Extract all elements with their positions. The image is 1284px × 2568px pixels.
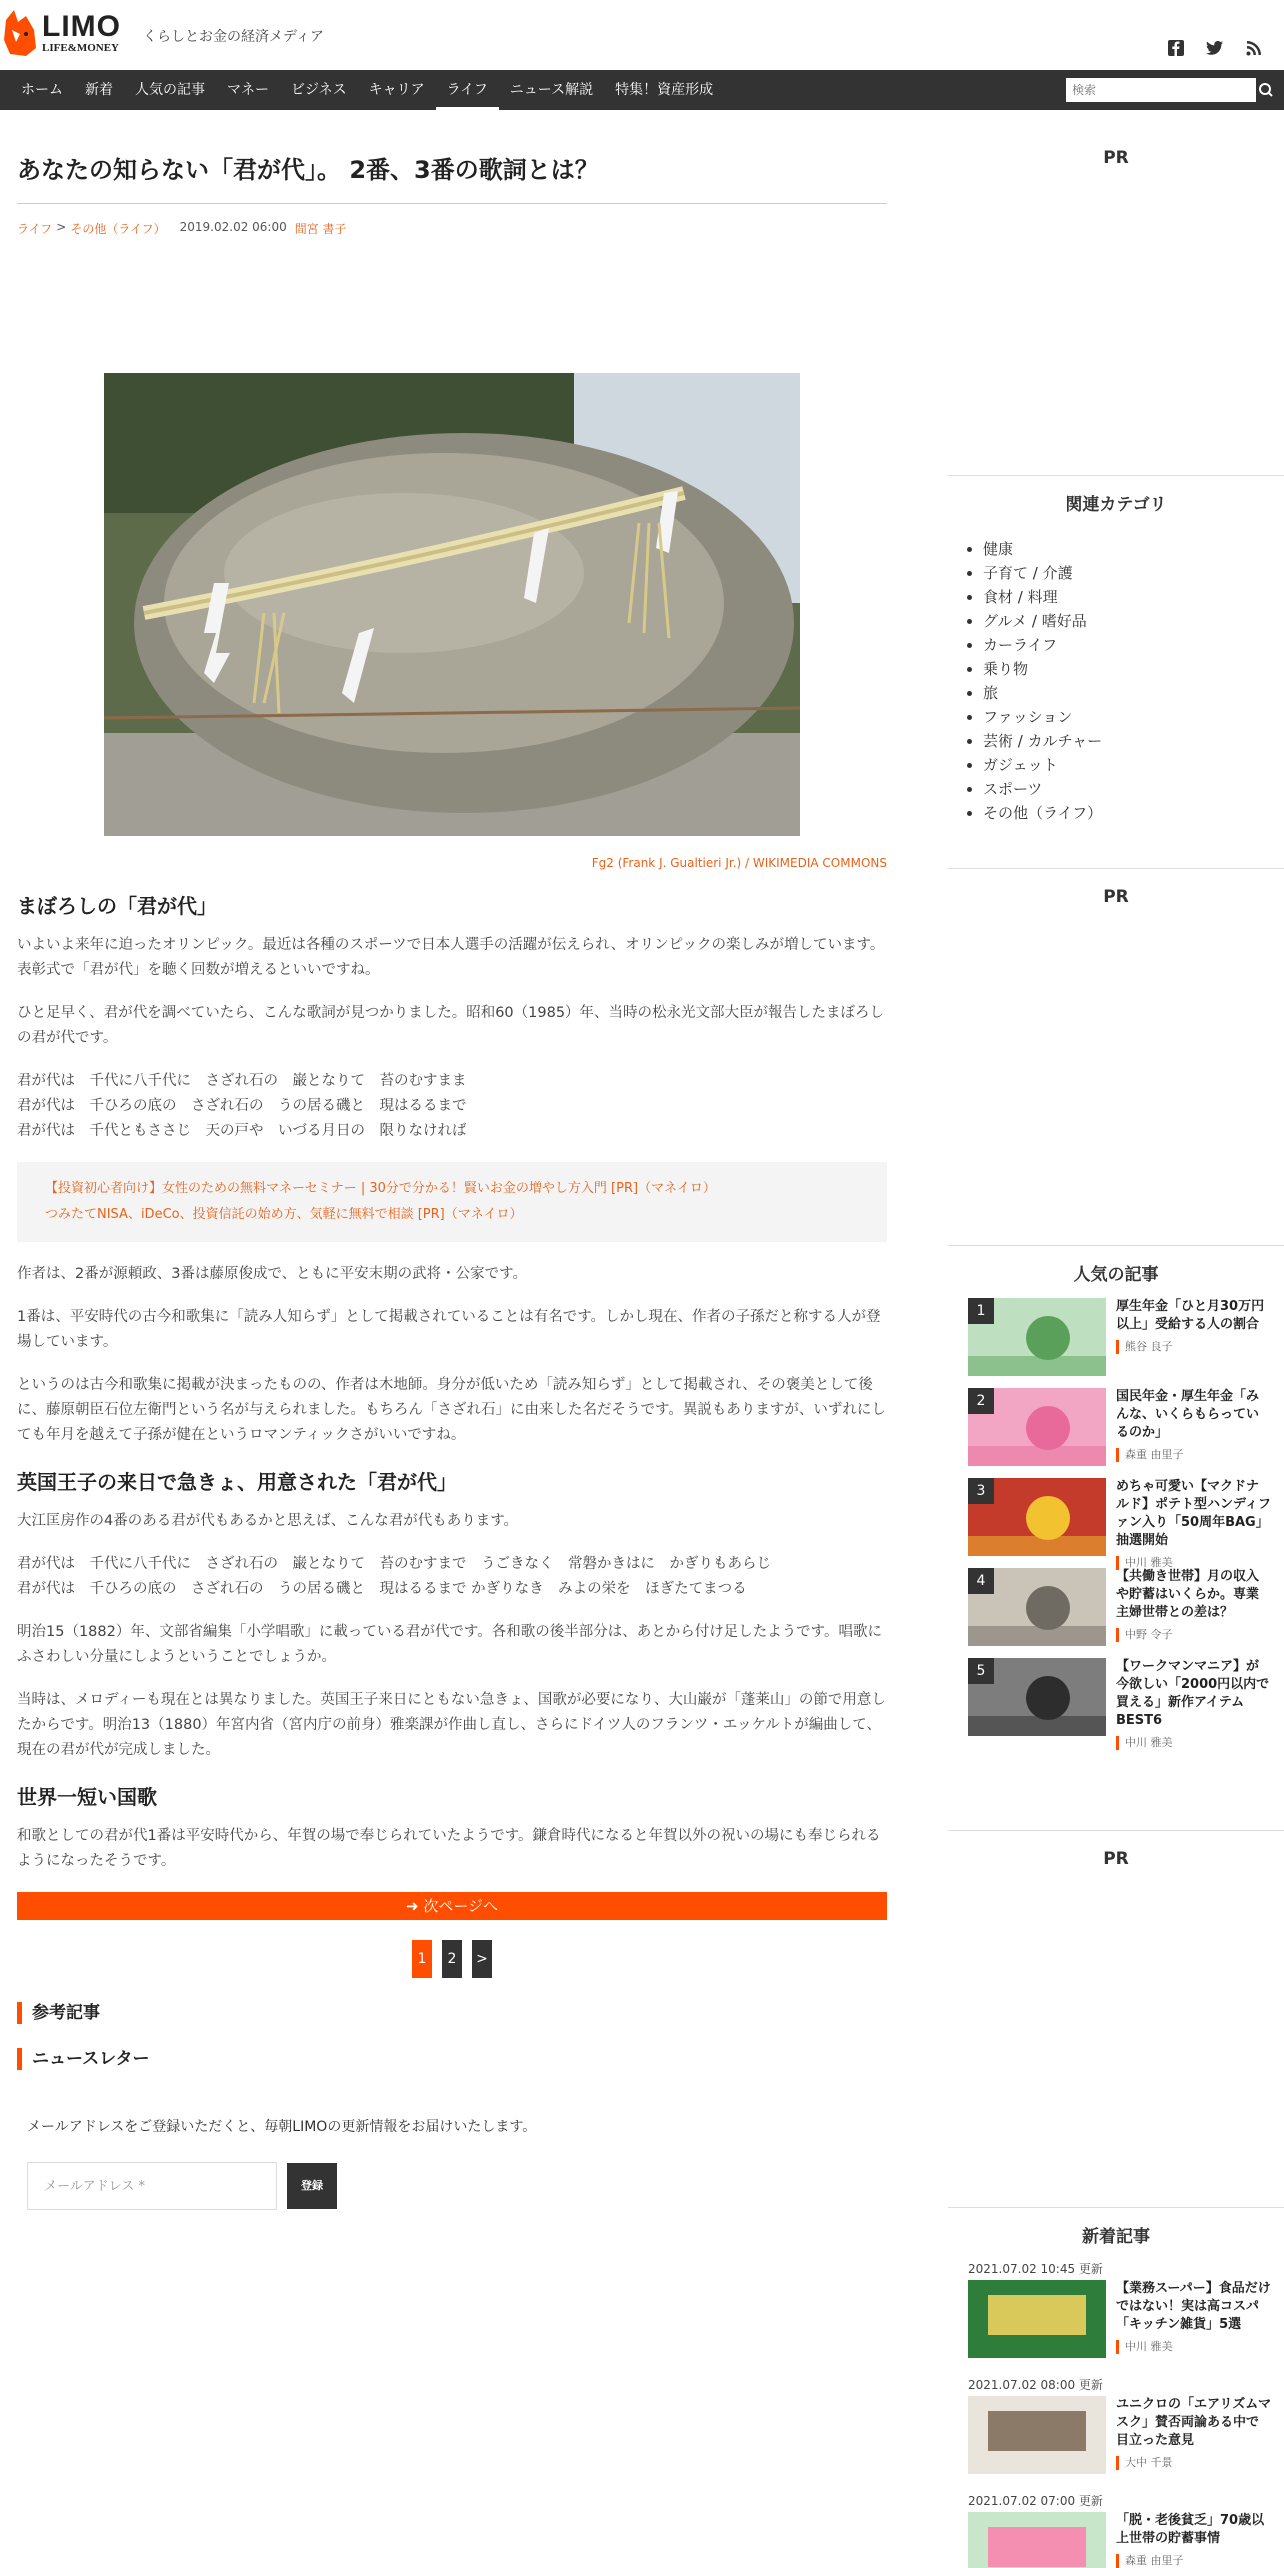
article-title-link[interactable]: 厚生年金「ひと月30万円以上」受給する人の割合	[1116, 1299, 1265, 1332]
category-item[interactable]: • 芸術 / カルチャー	[983, 729, 1284, 753]
paragraph: 和歌としての君が代1番は平安時代から、年賀の場で奉じられていたようです。鎌倉時代になると年賀以外の祝いの場にも奉じられるようになったそうです。	[17, 1828, 881, 1869]
breadcrumb-life[interactable]: ライフ	[17, 222, 53, 236]
next-page-button[interactable]	[17, 1892, 887, 1920]
pagination	[17, 1940, 887, 1978]
article-body	[17, 890, 887, 2210]
paragraph: ひと足早く、君が代を調べていたら、こんな歌詞が見つかりました。昭和60（1985）年、当時の松永光文部大臣が報告したまぼろしの君が代です。	[17, 1005, 885, 1046]
new-article[interactable]	[968, 2280, 1271, 2360]
related-articles-heading: 参考記事	[17, 2002, 887, 2024]
article-title-link[interactable]: 【業務スーパー】食品だけではない！実は高コスパ「キッチン雑貨」5選	[1116, 2281, 1271, 2332]
lyrics-block	[17, 1552, 887, 1602]
related-categories-box	[948, 475, 1284, 825]
publish-date: 2019.02.02 06:00	[179, 220, 287, 234]
page-2-button[interactable]: 2	[442, 1940, 462, 1978]
article-thumbnail[interactable]	[968, 2512, 1106, 2568]
nav-items	[10, 70, 724, 110]
pr-box-3	[948, 1830, 1284, 1869]
site-header	[0, 0, 1284, 70]
breadcrumb-separator: >	[56, 220, 67, 234]
article-title-link[interactable]: 「脱・老後貧乏」70歳以上世帯の貯蓄事情	[1116, 2513, 1265, 2546]
next-page-label: 次ページへ	[423, 1897, 499, 1915]
category-item[interactable]: • 乗り物	[983, 657, 1284, 681]
nav-item[interactable]: マネー	[227, 82, 269, 98]
article-author: 中川 雅美	[1116, 1736, 1173, 1750]
lyrics-line: 君が代は 千代に八千代に さざれ石の 巌となりて 苔のむすまま	[17, 1073, 467, 1089]
new-articles-box	[948, 2207, 1284, 2567]
sidebar-pr-label: PR	[1103, 887, 1129, 907]
new-article[interactable]	[968, 2512, 1268, 2568]
logo-subtitle: LIFE&MONEY	[42, 42, 119, 54]
article-thumbnail[interactable]	[968, 2280, 1106, 2358]
category-item[interactable]: • その他（ライフ）	[983, 801, 1284, 825]
article-thumbnail[interactable]	[968, 2396, 1106, 2474]
article-author: 中川 雅美	[1116, 1556, 1173, 1570]
nav-item[interactable]: 新着	[85, 82, 113, 98]
category-item[interactable]: • スポーツ	[983, 777, 1284, 801]
new-articles-title: 新着記事	[1082, 2227, 1150, 2247]
article-author: 熊谷 良子	[1116, 1340, 1173, 1354]
popular-article[interactable]	[968, 1388, 1268, 1468]
page-1-button[interactable]: 1	[412, 1940, 432, 1978]
popular-article[interactable]	[968, 1478, 1271, 1569]
sidebar-pr-label: PR	[1103, 1849, 1129, 1869]
article-meta	[17, 220, 887, 237]
article-author: 森重 由里子	[1116, 1448, 1184, 1462]
article-author: 中川 雅美	[1116, 2340, 1173, 2354]
rss-icon[interactable]	[1246, 40, 1262, 56]
newsletter-submit-button[interactable]: 登録	[287, 2163, 337, 2209]
paragraph: 大江匡房作の4番のある君が代もあるかと思えば、こんな君が代もあります。	[17, 1513, 519, 1529]
pr-link[interactable]: 【投資初心者向け】女性のための無料マネーセミナー | 30分で分かる！賢いお金の増やし方入門 [PR]（マネイロ）	[45, 1181, 716, 1196]
newsletter-description: メールアドレスをご登録いただくと、毎朝LIMOの更新情報をお届けいたします。	[27, 2119, 537, 2135]
page-next-button[interactable]: >	[472, 1940, 492, 1978]
category-item[interactable]: • グルメ / 嗜好品	[983, 609, 1284, 633]
article-date: 2021.07.02 10:45 更新	[968, 2262, 1103, 2276]
paragraph: 明治15（1882）年、文部省編集「小学唱歌」に載っている君が代です。各和歌の後半部分は、あとから付け足したようです。唱歌にふさわしい分量にしようということでしょうか。	[17, 1624, 883, 1665]
lyrics-line: 君が代は 千代ともささじ 天の戸や いづる月日の 限りなければ	[17, 1123, 467, 1139]
main-nav	[0, 70, 1284, 110]
nav-item[interactable]: キャリア	[368, 82, 425, 98]
article-title-link[interactable]: ユニクロの「エアリズムマスク」賛否両論ある中で目立った意見	[1116, 2397, 1271, 2448]
newsletter-heading: ニュースレター	[17, 2048, 887, 2070]
lyrics-line: 君が代は 千ひろの底の さざれ石の うの居る磯と 現はるるまで かぎりなき みよの栄を ほぎたてまつる	[17, 1581, 747, 1597]
categories-title: 関連カテゴリ	[1065, 495, 1167, 515]
nav-item[interactable]: ビジネス	[291, 82, 347, 98]
article-main	[17, 110, 887, 2194]
nav-item[interactable]: 人気の記事	[135, 82, 205, 98]
category-item[interactable]: • ファッション	[983, 705, 1284, 729]
category-item[interactable]: • 子育て / 介護	[983, 561, 1284, 585]
paragraph: 当時は、メロディーも現在とは異なりました。英国王子来日にともない急きょ、国歌が必要になり、大山巌が「蓬莱山」の節で用意したからです。明治13（1880）年宮内省（宮内庁の前身）雅楽課が作曲し直し、さらにドイツ人のフランツ・エッケルトが編曲して、現在の君が代が完成しました。	[17, 1692, 886, 1758]
nav-item[interactable]: ニュース解説	[509, 82, 594, 98]
article-title-link[interactable]: めちゃ可愛い【マクドナルド】ポテト型ハンディファン入り「50周年BAG」抽選開始	[1116, 1479, 1271, 1548]
popular-article[interactable]	[968, 1658, 1270, 1749]
arrow-circle-right-icon: ➜	[405, 1897, 424, 1915]
twitter-icon[interactable]	[1206, 40, 1224, 56]
category-item[interactable]: • 食材 / 料理	[983, 585, 1284, 609]
fox-logo-icon	[4, 8, 38, 58]
paragraph: いよいよ来年に迫ったオリンピック。最近は各種のスポーツで日本人選手の活躍が伝えられ、オリンピックの楽しみが増しています。表彰式で「君が代」を聴く回数が増えるといいですね。	[17, 937, 885, 978]
hero-image	[104, 373, 800, 836]
category-item[interactable]: • カーライフ	[983, 633, 1284, 657]
rank-number: 3	[968, 1478, 994, 1504]
article-title-link[interactable]: 国民年金・厚生年金「みんな、いくらもらっているのか」	[1116, 1389, 1260, 1440]
lyrics-line: 君が代は 千代に八千代に さざれ石の 巌となりて 苔のむすまで うごきなく 常磐かきはに かぎりもあらじ	[17, 1556, 771, 1572]
pr-link[interactable]: つみたてNISA、iDeCo、投資信託の始め方、気軽に無料で相談 [PR]（マネイロ）	[45, 1207, 523, 1222]
article-title-link[interactable]: 【共働き世帯】月の収入や貯蓄はいくらか。専業主婦世帯との差は？	[1116, 1569, 1260, 1620]
rank-number: 2	[968, 1388, 994, 1414]
article-author: 大中 千景	[1116, 2456, 1173, 2470]
site-logo[interactable]	[4, 8, 121, 58]
image-caption[interactable]: Fg2 (Frank J. Gualtieri Jr.) / WIKIMEDIA COMMONS	[591, 856, 887, 870]
article-author: 森重 由里子	[1116, 2554, 1184, 2568]
logo-wordmark: LIMO	[42, 10, 121, 43]
popular-articles-box	[948, 1245, 1284, 1749]
category-item[interactable]: • 旅	[983, 681, 1284, 705]
category-item[interactable]: • ガジェット	[983, 753, 1284, 777]
lyrics-line: 君が代は 千ひろの底の さざれ石の うの居る磯と 現はるるまで	[17, 1098, 467, 1114]
popular-article[interactable]	[968, 1568, 1268, 1648]
section-heading: 英国王子の来日で急きょ、用意された「君が代」	[17, 1470, 457, 1494]
article-date: 2021.07.02 07:00 更新	[968, 2494, 1103, 2508]
breadcrumb-other[interactable]: その他（ライフ）	[70, 222, 166, 236]
nav-item[interactable]: ライフ	[436, 70, 499, 110]
author-link[interactable]: 間宮 書子	[294, 222, 347, 236]
paragraph: 1番は、平安時代の古今和歌集に「読み人知らず」として掲載されていることは有名です。しかし現在、作者の子孫だと称する人が登場しています。	[17, 1309, 881, 1350]
pr-box-2	[948, 868, 1284, 907]
newsletter-form	[27, 2162, 887, 2210]
new-article[interactable]	[968, 2396, 1271, 2476]
site-tagline: くらしとお金の経済メディア	[143, 29, 324, 45]
article-author: 中野 令子	[1116, 1628, 1173, 1642]
lyrics-block	[17, 1069, 887, 1144]
social-links	[1168, 40, 1262, 56]
article-date: 2021.07.02 08:00 更新	[968, 2378, 1103, 2392]
article-title: あなたの知らない「君が代」。 2番、3番の歌詞とは？	[17, 150, 887, 204]
article-title-link[interactable]: 【ワークマンマニア】が今欲しい「2000円以内で買える」新作アイテムBEST6	[1116, 1659, 1270, 1728]
popular-title: 人気の記事	[1073, 1265, 1159, 1285]
category-item[interactable]: • 健康	[983, 537, 1284, 561]
section-heading: まぼろしの「君が代」	[17, 894, 217, 918]
pr-links-box	[17, 1162, 887, 1242]
nav-item[interactable]: ホーム	[21, 82, 63, 98]
section-heading: 世界一短い国歌	[17, 1785, 157, 1809]
newsletter-email-input[interactable]: メールアドレス *	[27, 2162, 277, 2210]
search-icon[interactable]	[1258, 78, 1278, 102]
category-list	[983, 537, 1284, 825]
rank-number: 5	[968, 1658, 994, 1684]
search-input[interactable]	[1066, 78, 1256, 102]
paragraph: というのは古今和歌集に掲載が決まったものの、作者は木地師。身分が低いため「読み知らず」として掲載され、その褒美として後に、藤原朝臣石位左衛門という名が与えられました。もちろん「さざれ石」に由来した名だそうです。異説もありますが、いずれにしても年月を越えて子孫が健在というロマンティックさがいいですね。	[17, 1377, 886, 1443]
rank-number: 1	[968, 1298, 994, 1324]
paragraph: 作者は、2番が源頼政、3番は藤原俊成で、ともに平安末期の武将・公家です。	[17, 1266, 527, 1282]
facebook-icon[interactable]	[1168, 40, 1184, 56]
nav-item[interactable]: 特集！資産形成	[615, 82, 714, 98]
rank-number: 4	[968, 1568, 994, 1594]
sidebar-pr-label: PR	[1103, 148, 1129, 168]
popular-article[interactable]	[968, 1298, 1268, 1378]
